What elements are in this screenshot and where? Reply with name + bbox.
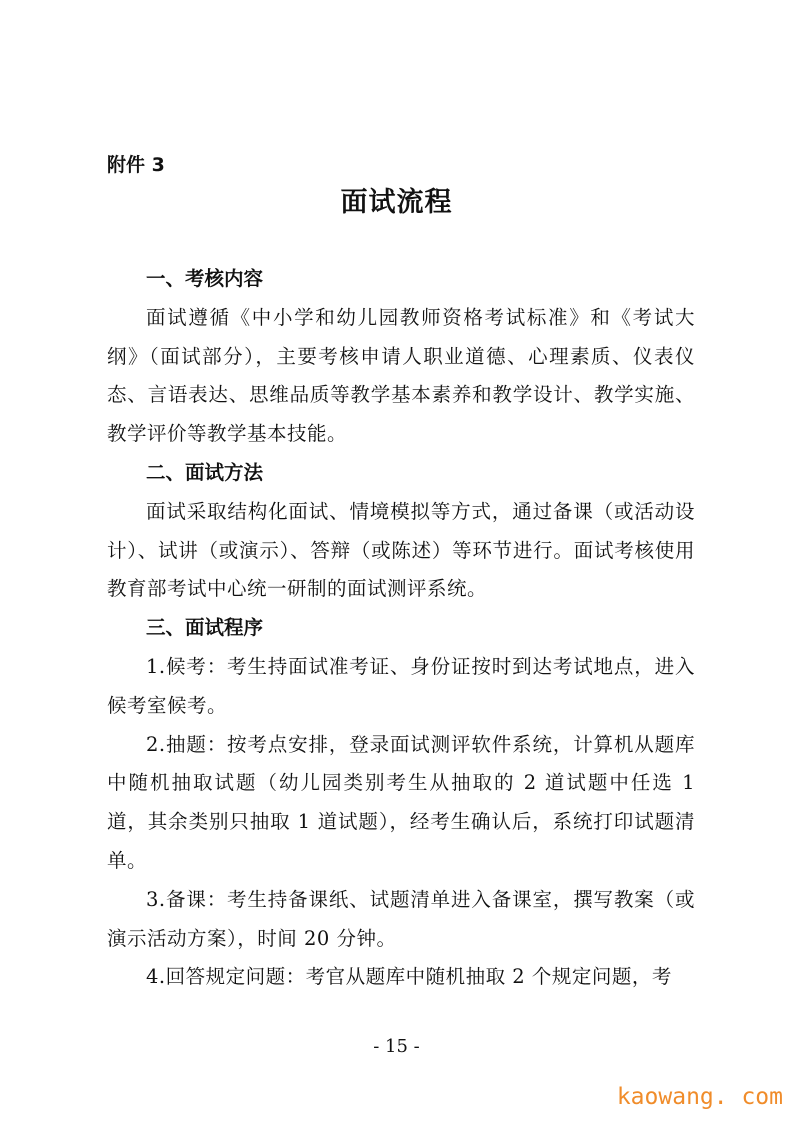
watermark: kaowang. com xyxy=(616,1084,783,1110)
procedure-step-prepare-lesson: 3.备课：考生持备课纸、试题清单进入备课室，撰写教案（或演示活动方案），时间 20 分钟。 xyxy=(107,887,695,950)
page-title: 面试流程 xyxy=(340,187,453,218)
document-body xyxy=(107,260,695,997)
procedure-step-waiting: 1.候考：考生持面试准考证、身份证按时到达考试地点，进入候考室候考。 xyxy=(107,654,695,717)
section-heading-assessment-content: 一、考核内容 xyxy=(146,267,264,290)
section-heading-interview-procedure: 三、面试程序 xyxy=(146,616,264,640)
paragraph-assessment-content: 面试遵循《中小学和幼儿园教师资格考试标准》和《考试大纲》（面试部分），主要考核申请人职业道德、心理素质、仪表仪态、言语表达、思维品质等教学基本素养和教学设计、教学实施、教学评价等教学基本技能。 xyxy=(107,305,695,446)
page-number: - 15 - xyxy=(373,1036,420,1057)
attachment-label: 附件 3 xyxy=(107,154,165,176)
section-heading-interview-method: 二、面试方法 xyxy=(146,460,264,484)
procedure-step-draw-question: 2.抽题：按考点安排，登录面试测评软件系统，计算机从题库中随机抽取试题（幼儿园类别考生从抽取的 2 道试题中任选 1 道，其余类别只抽取 1 道试题），经考生确认后，系统打印试题清单。 xyxy=(107,732,695,872)
procedure-step-answer-questions: 4.回答规定问题：考官从题库中随机抽取 2 个规定问题，考 xyxy=(146,965,672,989)
paragraph-interview-method: 面试采取结构化面试、情境模拟等方式，通过备课（或活动设计）、试讲（或演示）、答辩（或陈述）等环节进行。面试考核使用教育部考试中心统一研制的面试测评系统。 xyxy=(107,499,695,601)
